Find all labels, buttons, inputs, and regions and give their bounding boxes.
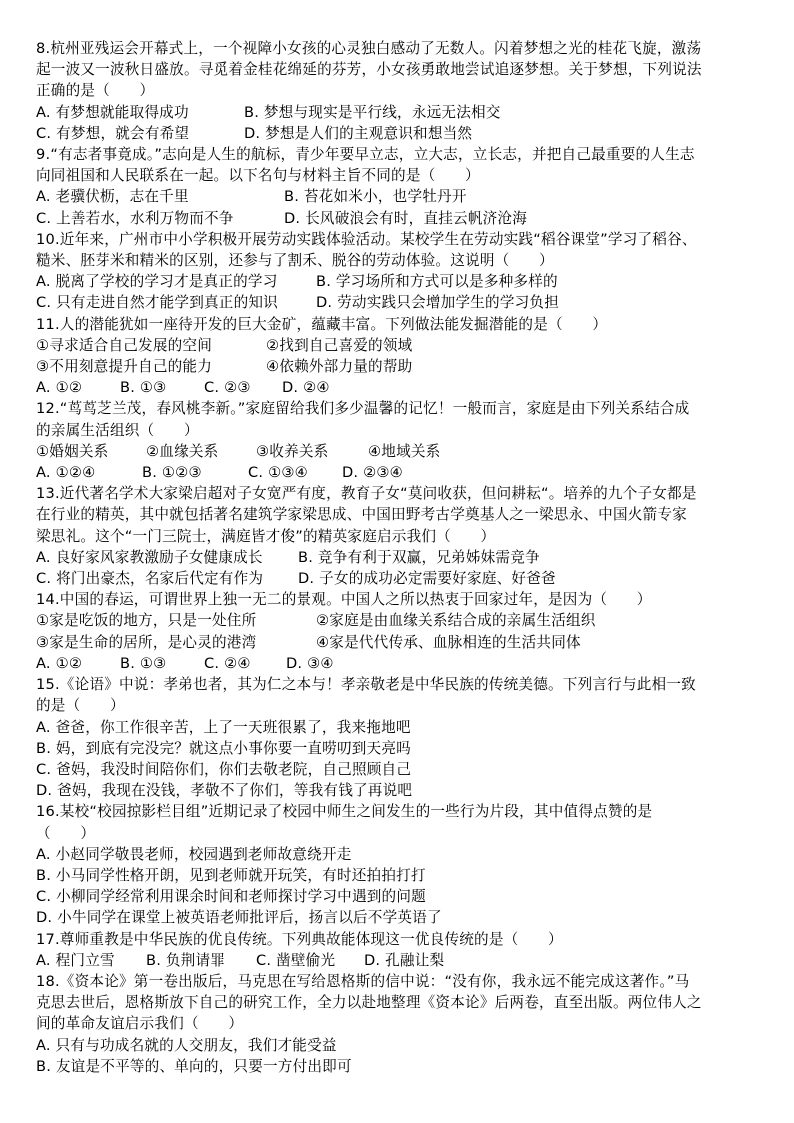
question-12 bbox=[36, 398, 762, 483]
question-9 bbox=[36, 144, 762, 229]
option-c[interactable]: C. 爸妈，我没时间陪你们，你们去敬老院，自己照顾自己 bbox=[36, 760, 412, 778]
statement-3: ③收养关系 bbox=[256, 442, 329, 460]
question-10 bbox=[36, 229, 762, 314]
option-b[interactable]: B. 小马同学性格开朗，见到老师就开玩笑，有时还拍拍打打 bbox=[36, 866, 426, 884]
option-a[interactable]: A. 老骥伏枥，志在千里 bbox=[36, 188, 189, 206]
question-stem: 16.某校“校园掠影栏目组”近期记录了校园中师生之间发生的一些行为片段，其中值得点赞的是 bbox=[36, 803, 653, 821]
question-stem: 梁思礼。这个“一门三院士，满庭皆才俊”的精英家庭启示我们（ ） bbox=[36, 527, 496, 545]
option-row bbox=[36, 462, 762, 483]
option-a[interactable]: A. 良好家风家教激励子女健康成长 bbox=[36, 548, 263, 566]
statement-2: ②家庭是由血缘关系结合成的亲属生活组织 bbox=[316, 612, 596, 630]
option-row bbox=[36, 653, 762, 674]
option-row bbox=[36, 123, 762, 144]
option-row bbox=[36, 377, 762, 398]
option-d[interactable]: D. 孔融让梨 bbox=[364, 951, 445, 969]
question-stem: 13.近代著名学术大家梁启超对子女宽严有度，教育子女“莫问收获，但问耕耘“。培养的九个子女都是 bbox=[36, 485, 697, 503]
option-b[interactable]: B. 竞争有利于双赢，兄弟姊妹需竞争 bbox=[298, 548, 540, 566]
option-c[interactable]: C. 凿壁偷光 bbox=[256, 951, 336, 969]
option-c[interactable]: C. 小柳同学经常利用课余时间和老师探讨学习中遇到的问题 bbox=[36, 888, 426, 906]
question-stem: 11.人的潜能犹如一座待开发的巨大金矿，蕴藏丰富。下列做法能发掘潜能的是（ ） bbox=[36, 315, 608, 333]
option-b[interactable]: B. ①③ bbox=[120, 654, 167, 672]
question-stem: 12.“茑茑芝兰茂，春风桃李新。”家庭留给我们多少温馨的记忆！一般而言，家庭是由下列关系结合成 bbox=[36, 400, 690, 418]
option-b[interactable]: B. 友谊是不平等的、单向的，只要一方付出即可 bbox=[36, 1057, 352, 1075]
option-a[interactable]: A. 有梦想就能取得成功 bbox=[36, 103, 189, 121]
option-b[interactable]: B. 苔花如米小，也学牡丹开 bbox=[284, 188, 467, 206]
question-stem: 17.尊师重教是中华民族的优良传统。下列典故能体现这一优良传统的是（ ） bbox=[36, 930, 563, 948]
statement-2: ②血缘关系 bbox=[146, 442, 219, 460]
question-8 bbox=[36, 38, 762, 144]
exam-page bbox=[36, 38, 762, 1077]
option-b[interactable]: B. 负荆请罪 bbox=[146, 951, 226, 969]
option-b[interactable]: B. ①②③ bbox=[142, 464, 202, 482]
option-d[interactable]: D. ②④ bbox=[282, 379, 330, 397]
question-stem: 向同祖国和人民联系在一起。以下名句与材料主旨不同的是（ ） bbox=[36, 167, 480, 185]
statement-4: ④依赖外部力量的帮助 bbox=[266, 358, 413, 376]
statement-row bbox=[36, 441, 762, 462]
option-row bbox=[36, 292, 762, 313]
question-stem: 9.“有志者事竟成。”志向是人生的航标，青少年要早立志，立大志，立长志，并把自己最重要的人生志 bbox=[36, 146, 695, 164]
option-d[interactable]: D. 长风破浪会有时，直挂云帆济沧海 bbox=[284, 209, 528, 227]
option-b[interactable]: B. 学习场所和方式可以是多种多样的 bbox=[316, 273, 558, 291]
option-c[interactable]: C. 只有走进自然才能学到真正的知识 bbox=[36, 294, 278, 312]
question-stem: （ ） bbox=[36, 824, 96, 842]
statement-4: ④地域关系 bbox=[368, 442, 441, 460]
question-stem: 的是（ ） bbox=[36, 697, 125, 715]
option-row bbox=[36, 102, 762, 123]
question-18 bbox=[36, 971, 762, 1077]
statement-3: ③不用刻意提升自己的能力 bbox=[36, 358, 213, 376]
option-c[interactable]: C. 上善若水，水利万物而不争 bbox=[36, 209, 234, 227]
statement-1: ①家是吃饭的地方，只是一处住所 bbox=[36, 612, 257, 630]
question-13 bbox=[36, 483, 762, 589]
option-c[interactable]: C. ②③ bbox=[204, 379, 251, 397]
option-a[interactable]: A. 只有与功成名就的人交朋友，我们才能受益 bbox=[36, 1036, 337, 1054]
option-row bbox=[36, 208, 762, 229]
question-stem: 糙米、胚芽米和精米的区别，还参与了割禾、脱谷的劳动体验。这说明（ ） bbox=[36, 252, 554, 270]
option-d[interactable]: D. 爸妈，我现在没钱，孝敬不了你们，等我有钱了再说吧 bbox=[36, 782, 413, 800]
option-row bbox=[36, 547, 762, 568]
statement-1: ①婚姻关系 bbox=[36, 442, 109, 460]
option-a[interactable]: A. ①② bbox=[36, 379, 83, 397]
statement-4: ④家是代代传承、血脉相连的生活共同体 bbox=[316, 633, 581, 651]
option-b[interactable]: B. 梦想与现实是平行线，永远无法相交 bbox=[244, 103, 501, 121]
option-row bbox=[36, 950, 762, 971]
question-stem: 正确的是（ ） bbox=[36, 82, 155, 100]
statement-row bbox=[36, 356, 762, 377]
option-d[interactable]: D. 梦想是人们的主观意识和想当然 bbox=[244, 124, 473, 142]
question-stem: 18.《资本论》第一卷出版后，马克思在写给恩格斯的信中说：“没有你，我永远不能完成这著作。”马 bbox=[36, 972, 690, 990]
option-c[interactable]: C. 有梦想，就会有希望 bbox=[36, 124, 190, 142]
question-stem: 14.中国的春运，可谓世界上独一无二的景观。中国人之所以热衷于回家过年，是因为（ ） bbox=[36, 591, 652, 609]
option-d[interactable]: D. ②③④ bbox=[342, 464, 403, 482]
question-stem: 起一波又一波秋日盛放。寻觅着金桂花绵延的芬芳，小女孩勇敢地尝试追逐梦想。关于梦想，下列说法 bbox=[36, 61, 702, 79]
option-d[interactable]: D. 劳动实践只会增加学生的学习负担 bbox=[316, 294, 560, 312]
question-stem: 间的革命友谊启示我们（ ） bbox=[36, 1015, 244, 1033]
question-stem: 的亲属生活组织（ ） bbox=[36, 421, 199, 439]
option-row bbox=[36, 186, 762, 207]
statement-row bbox=[36, 632, 762, 653]
option-c[interactable]: C. ①③④ bbox=[248, 464, 308, 482]
option-d[interactable]: D. 小牛同学在课堂上被英语老师批评后，扬言以后不学英语了 bbox=[36, 909, 442, 927]
question-15 bbox=[36, 674, 762, 801]
option-c[interactable]: C. ②④ bbox=[204, 654, 251, 672]
question-stem: 8.杭州亚残运会开幕式上，一个视障小女孩的心灵独白感动了无数人。闪着梦想之光的桂花飞旋，激荡 bbox=[36, 40, 702, 57]
option-a[interactable]: A. ①②④ bbox=[36, 464, 96, 482]
option-a[interactable]: A. 脱离了学校的学习才是真正的学习 bbox=[36, 273, 278, 291]
option-a[interactable]: A. 爸爸，你工作很辛苦，上了一天班很累了，我来拖地吧 bbox=[36, 718, 411, 736]
statement-1: ①寻求适合自己发展的空间 bbox=[36, 336, 213, 354]
statement-row bbox=[36, 335, 762, 356]
option-b[interactable]: B. 妈，到底有完没完？就这点小事你要一直唠叨到天亮吗 bbox=[36, 739, 411, 757]
option-row bbox=[36, 568, 762, 589]
option-a[interactable]: A. ①② bbox=[36, 654, 83, 672]
option-a[interactable]: A. 程门立雪 bbox=[36, 951, 115, 969]
option-a[interactable]: A. 小赵同学敬畏老师，校园遇到老师故意绕开走 bbox=[36, 845, 352, 863]
question-stem: 15.《论语》中说：孝弟也者，其为仁之本与！孝亲敬老是中华民族的传统美德。下列言行与此相一致 bbox=[36, 676, 696, 694]
question-stem: 10.近年来，广州市中小学积极开展劳动实践体验活动。某校学生在劳动实践“稻谷课堂”学习了稻谷、 bbox=[36, 230, 697, 248]
question-17 bbox=[36, 929, 762, 971]
option-row bbox=[36, 271, 762, 292]
question-16 bbox=[36, 801, 762, 928]
statement-2: ②找到自己喜爱的领域 bbox=[266, 336, 413, 354]
statement-row bbox=[36, 610, 762, 631]
option-d[interactable]: D. ③④ bbox=[286, 654, 334, 672]
option-b[interactable]: B. ①③ bbox=[120, 379, 167, 397]
question-11 bbox=[36, 314, 762, 399]
option-d[interactable]: D. 子女的成功必定需要好家庭、好爸爸 bbox=[298, 570, 556, 588]
option-c[interactable]: C. 将门出豪杰，名家后代定有作为 bbox=[36, 570, 264, 588]
question-14 bbox=[36, 589, 762, 674]
statement-3: ③家是生命的居所，是心灵的港湾 bbox=[36, 633, 257, 651]
question-stem: 克思去世后，恩格斯放下自己的研究工作，全力以赴地整理《资本论》后两卷，直至出版。两位伟人之 bbox=[36, 994, 702, 1012]
question-stem: 在行业的精英，其中就包括著名建筑学家梁思成、中国田野考古学奠基人之一梁思永、中国火箭专家 bbox=[36, 506, 687, 524]
